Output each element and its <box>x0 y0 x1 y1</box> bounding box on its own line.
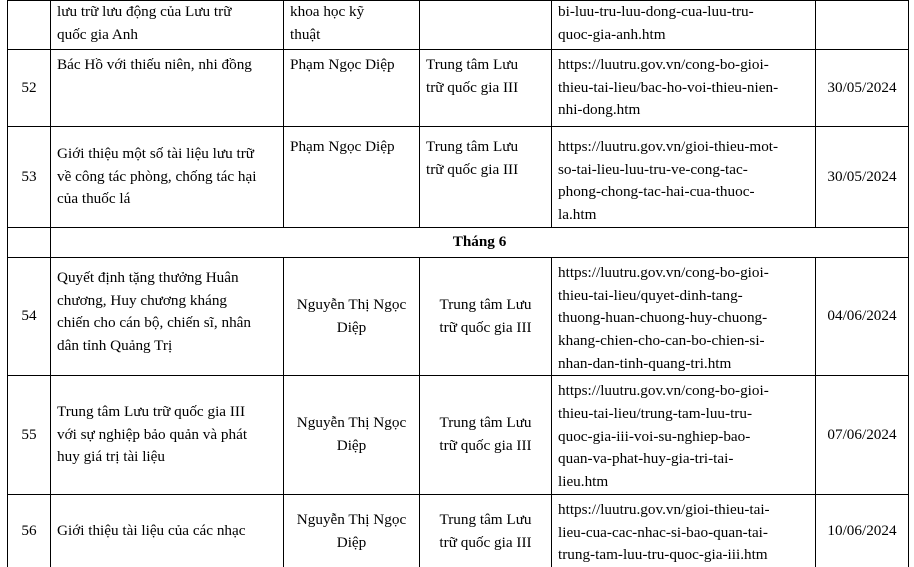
title-line: với sự nghiệp bảo quản và phát <box>57 425 248 443</box>
author-line: Nguyễn Thị Ngọc <box>296 511 407 529</box>
link-line: so-tai-lieu-luu-tru-ve-cong-tac- <box>558 160 748 178</box>
author-line: thuật <box>290 25 321 43</box>
author-line: Diệp <box>336 318 367 336</box>
date-cell <box>816 127 909 228</box>
link-line: thieu-tai-lieu/quyet-dinh-tang- <box>558 286 743 304</box>
author-line: Phạm Ngọc Diệp <box>290 138 395 155</box>
title-line: huy giá trị tài liệu <box>57 448 165 466</box>
title-line: dân tỉnh Quảng Trị <box>57 336 173 354</box>
link-line: thuong-huan-chuong-huy-chuong- <box>558 309 768 327</box>
link-line: nhi-dong.htm <box>558 101 641 119</box>
link-line: khang-chien-cho-can-bo-chien-si- <box>558 331 765 349</box>
row-number-cell <box>8 257 51 376</box>
link-line: lieu.htm <box>558 473 609 491</box>
title-line: về công tác phòng, chống tác hại <box>57 167 257 185</box>
publication-table <box>7 0 909 567</box>
unit-cell <box>420 1 552 50</box>
title-cell <box>51 257 284 376</box>
month-header: Tháng 6 <box>51 227 909 257</box>
title-line: chiến cho cán bộ, chiến sĩ, nhân <box>57 314 251 332</box>
author-line: Nguyễn Thị Ngọc <box>296 414 407 432</box>
unit-cell <box>420 50 552 127</box>
link-line: https://luutru.gov.vn/cong-bo-gioi- <box>558 56 769 73</box>
link-cell <box>552 1 816 50</box>
link-line: quoc-gia-anh.htm <box>558 25 666 43</box>
unit-line: Trung tâm Lưu <box>439 511 532 529</box>
title-line: Quyết định tặng thưởng Huân <box>57 268 239 286</box>
unit-line: Trung tâm Lưu <box>426 138 519 155</box>
author-line: Phạm Ngọc Diệp <box>290 56 395 73</box>
row-number-cell <box>8 1 51 50</box>
link-line: thieu-tai-lieu/trung-tam-luu-tru- <box>558 405 752 423</box>
title-line: chương, Huy chương kháng <box>57 291 228 309</box>
date-cell <box>816 376 909 495</box>
link-cell <box>552 494 816 567</box>
unit-line: trữ quốc gia III <box>439 533 532 551</box>
date: 07/06/2024 <box>827 425 897 443</box>
author-cell <box>284 127 420 228</box>
link-line: nhan-dan-tinh-quang-tri.htm <box>558 354 732 372</box>
title-cell <box>51 127 284 228</box>
unit-cell <box>420 494 552 567</box>
title-line: Trung tâm Lưu trữ quốc gia III <box>57 403 245 421</box>
link-line: la.htm <box>558 206 597 224</box>
unit-line: trữ quốc gia III <box>426 160 519 178</box>
link-line: quan-va-phat-huy-gia-tri-tai- <box>558 450 734 468</box>
date: 30/05/2024 <box>827 78 897 96</box>
date-cell <box>816 494 909 567</box>
link-cell <box>552 376 816 495</box>
row-number: 56 <box>21 522 37 540</box>
row-number: 52 <box>21 78 37 96</box>
table-row <box>8 257 909 376</box>
link-line: https://luutru.gov.vn/cong-bo-gioi- <box>558 382 769 400</box>
author-line: Diệp <box>336 533 367 551</box>
table-row <box>8 1 909 50</box>
author-line: Nguyễn Thị Ngọc <box>296 295 407 313</box>
author-cell <box>284 376 420 495</box>
unit-line: Trung tâm Lưu <box>426 56 519 73</box>
month-spacer-cell <box>8 227 51 257</box>
link-line: https://luutru.gov.vn/gioi-thieu-tai- <box>558 500 770 518</box>
link-line: phong-chong-tac-hai-cua-thuoc- <box>558 183 755 201</box>
table-row <box>8 127 909 228</box>
link-line: quoc-gia-iii-voi-su-nghiep-bao- <box>558 427 751 445</box>
link-line: https://luutru.gov.vn/cong-bo-gioi- <box>558 263 769 281</box>
title-line: Giới thiệu tài liệu của các nhạc <box>57 522 246 540</box>
unit-line: trữ quốc gia III <box>426 78 519 96</box>
title-line: của thuốc lá <box>57 190 131 208</box>
link-line: https://luutru.gov.vn/gioi-thieu-mot- <box>558 138 779 155</box>
unit-cell <box>420 127 552 228</box>
unit-cell <box>420 376 552 495</box>
link-cell <box>552 127 816 228</box>
unit-line: Trung tâm Lưu <box>439 414 532 432</box>
unit-line: trữ quốc gia III <box>439 437 532 455</box>
link-cell <box>552 257 816 376</box>
date: 30/05/2024 <box>827 167 897 185</box>
date: 04/06/2024 <box>827 307 897 325</box>
title-cell <box>51 494 284 567</box>
title-cell <box>51 1 284 50</box>
link-line: thieu-tai-lieu/bac-ho-voi-thieu-nien- <box>558 78 779 96</box>
link-line: bi-luu-tru-luu-dong-cua-luu-tru- <box>558 3 754 20</box>
title-line: Giới thiệu một số tài liệu lưu trữ <box>57 144 255 162</box>
author-line: khoa học kỹ <box>290 3 365 20</box>
unit-line: trữ quốc gia III <box>439 318 532 336</box>
month-header-row <box>8 227 909 257</box>
author-line: Diệp <box>336 437 367 455</box>
date: 10/06/2024 <box>827 522 897 540</box>
table-row <box>8 50 909 127</box>
title-cell <box>51 376 284 495</box>
row-number-cell <box>8 127 51 228</box>
link-line: lieu-cua-cac-nhac-si-bao-quan-tai- <box>558 523 768 541</box>
title-line: Bác Hồ với thiếu niên, nhi đồng <box>57 56 252 73</box>
row-number-cell <box>8 50 51 127</box>
unit-cell <box>420 257 552 376</box>
author-cell <box>284 50 420 127</box>
author-cell <box>284 1 420 50</box>
author-cell <box>284 257 420 376</box>
row-number: 55 <box>21 425 37 443</box>
table-row <box>8 376 909 495</box>
row-number: 53 <box>21 167 37 185</box>
link-cell <box>552 50 816 127</box>
title-line: lưu trữ lưu động của Lưu trữ <box>57 3 232 20</box>
row-number-cell <box>8 376 51 495</box>
date-cell <box>816 257 909 376</box>
row-number: 54 <box>21 307 37 325</box>
row-number-cell <box>8 494 51 567</box>
title-cell <box>51 50 284 127</box>
unit-line: Trung tâm Lưu <box>439 295 532 313</box>
author-cell <box>284 494 420 567</box>
link-line: trung-tam-luu-tru-quoc-gia-iii.htm <box>558 546 768 564</box>
table-row <box>8 494 909 567</box>
date-cell <box>816 50 909 127</box>
title-line: quốc gia Anh <box>57 25 138 43</box>
date-cell <box>816 1 909 50</box>
